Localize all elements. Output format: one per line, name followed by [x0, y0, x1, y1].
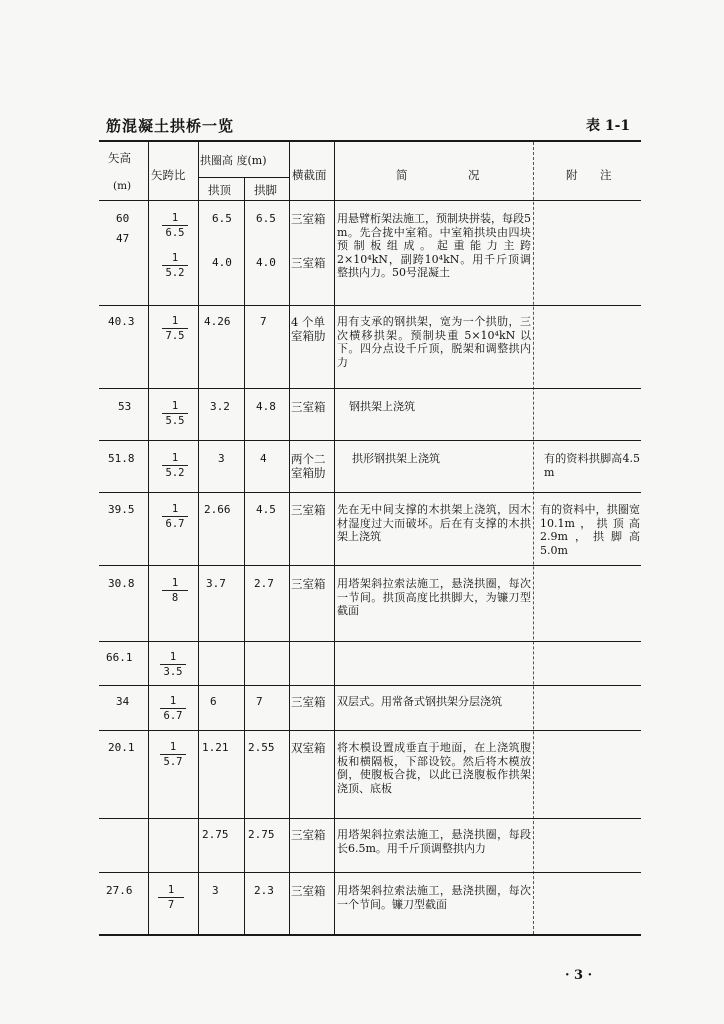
- col-divider-2: [198, 142, 199, 934]
- col-divider-1: [148, 142, 149, 934]
- springing-height: 2.3: [254, 884, 274, 897]
- crown-height: 4.26: [204, 315, 231, 328]
- section-type: 两个二室箱肋: [291, 452, 326, 480]
- table-bottom-border: [99, 934, 641, 936]
- ratio-denominator: 8: [171, 592, 179, 604]
- section-type: 三室箱: [291, 256, 326, 270]
- crown-height: 2.66: [204, 503, 231, 516]
- rise-value: 40.3: [108, 315, 135, 328]
- ratio-numerator: 1: [162, 577, 188, 591]
- span-ratio: [158, 884, 184, 911]
- col-header-summary-b: 况: [468, 168, 480, 182]
- span-ratio: [162, 452, 188, 479]
- section-type: 三室箱: [291, 828, 326, 842]
- springing-height: 2.55: [248, 741, 275, 754]
- crown-height: 3.2: [210, 400, 230, 413]
- span-ratio: [162, 400, 188, 427]
- row-divider: [99, 388, 641, 389]
- col-header-crown: 拱顶: [208, 183, 231, 197]
- span-ratio: [160, 695, 186, 722]
- col-header-section: 横截面: [292, 168, 327, 182]
- rise-value: 51.8: [108, 452, 135, 465]
- row-divider: [99, 305, 641, 306]
- springing-height: 2.75: [248, 828, 275, 841]
- ratio-numerator: 1: [162, 252, 188, 266]
- ratio-denominator: 6.5: [165, 227, 185, 239]
- construction-summary: 将木模设置成垂直于地面，在上浇筑腹板和横隔板，下部设铰。然后将木模放倒，使腹板合拢，以此已浇腹板作拱架浇顶、底板: [337, 741, 531, 795]
- rise-value: 66.1: [106, 651, 133, 664]
- ratio-denominator: 7: [167, 899, 175, 911]
- span-ratio: [162, 315, 188, 342]
- crown-height: 1.21: [202, 741, 229, 754]
- ratio-numerator: 1: [162, 315, 188, 329]
- table-number: 表 1-1: [586, 118, 631, 134]
- rise-value: 27.6: [106, 884, 133, 897]
- springing-height: 7: [260, 315, 267, 328]
- span-ratio: [160, 741, 186, 768]
- ratio-denominator: 7.5: [165, 330, 185, 342]
- col-header-remarks-a: 附: [566, 168, 578, 182]
- col-header-rise: 矢高: [108, 151, 131, 165]
- construction-summary: 用塔架斜拉索法施工，悬浇拱圈，每段长6.5m。用千斤顶调整拱内力: [337, 828, 531, 855]
- ratio-numerator: 1: [162, 212, 188, 226]
- row-divider: [99, 565, 641, 566]
- col-header-ratio: 矢跨比: [151, 168, 186, 182]
- section-type: 三室箱: [291, 503, 326, 517]
- span-ratio: [160, 651, 186, 678]
- crown-height: 2.75: [202, 828, 229, 841]
- construction-summary: 用有支承的钢拱架，宽为一个拱肋，三次横移拱架。预制块重 5×10⁴kN 以下。四分点设千斤顶，脱架和调整拱内力: [337, 315, 531, 369]
- section-type: 三室箱: [291, 695, 326, 709]
- ratio-numerator: 1: [162, 452, 188, 466]
- table-title: 筋混凝土拱桥一览: [106, 117, 235, 135]
- ratio-numerator: 1: [160, 695, 186, 709]
- rise-value: 53: [118, 400, 132, 413]
- construction-summary: 先在无中间支撑的木拱架上浇筑，因木材湿度过大而破坏。后在有支撑的木拱架上浇筑: [337, 503, 531, 543]
- span-ratio: [162, 252, 188, 279]
- springing-height: 2.7: [254, 577, 274, 590]
- crown-height: 3.7: [206, 577, 226, 590]
- construction-summary: 用塔架斜拉索法施工，悬浇拱圈，每次一个节间。镰刀型截面: [337, 884, 531, 911]
- rise-value: 39.5: [108, 503, 135, 516]
- crown-height: 3: [212, 884, 219, 897]
- springing-height: 4.5: [256, 503, 276, 516]
- ratio-denominator: 3.5: [163, 666, 183, 678]
- row-divider: [99, 872, 641, 873]
- construction-summary: 钢拱架上浇筑: [349, 400, 415, 413]
- section-type: 双室箱: [291, 741, 326, 755]
- springing-height: 7: [256, 695, 263, 708]
- ratio-numerator: 1: [162, 400, 188, 414]
- rise-value: 60: [116, 212, 130, 225]
- col-header-springing: 拱脚: [254, 183, 277, 197]
- section-type: 三室箱: [291, 884, 326, 898]
- ratio-numerator: 1: [160, 651, 186, 665]
- ratio-denominator: 6.7: [165, 518, 185, 530]
- span-ratio: [162, 212, 188, 239]
- ratio-numerator: 1: [162, 503, 188, 517]
- ratio-numerator: 1: [158, 884, 184, 898]
- section-type: 4 个单室箱肋: [291, 315, 326, 343]
- table-top-border: [99, 140, 641, 142]
- ratio-numerator: 1: [160, 741, 186, 755]
- rise-value: 20.1: [108, 741, 135, 754]
- ratio-denominator: 5.2: [165, 267, 185, 279]
- span-ratio: [162, 503, 188, 530]
- section-type: 三室箱: [291, 400, 326, 414]
- remark: 有的资料中，拱圈宽 10.1m，拱顶高 2.9m，拱脚高 5.0m: [540, 503, 640, 557]
- springing-height: 4: [260, 452, 267, 465]
- col-header-remarks-b: 注: [600, 168, 612, 182]
- col-header-summary-a: 简: [396, 168, 408, 182]
- crown-height: 6: [210, 695, 217, 708]
- construction-summary: 双层式。用常备式钢拱架分层浇筑: [337, 695, 502, 708]
- col-divider-4: [289, 142, 290, 934]
- springing-height: 4.0: [256, 256, 276, 269]
- remark: 有的资料拱脚高4.5 m: [544, 452, 640, 479]
- rise-value: 47: [116, 232, 130, 245]
- row-divider: [99, 730, 641, 731]
- crown-height: 4.0: [212, 256, 232, 269]
- row-divider: [99, 440, 641, 441]
- col-divider-5: [334, 142, 335, 934]
- crown-height: 3: [218, 452, 225, 465]
- ratio-denominator: 5.2: [165, 467, 185, 479]
- construction-summary: 拱形钢拱架上浇筑: [352, 452, 440, 465]
- ratio-denominator: 5.7: [163, 756, 183, 768]
- ratio-denominator: 6.7: [163, 710, 183, 722]
- col-divider-6: [533, 142, 534, 934]
- section-type: 三室箱: [291, 577, 326, 591]
- row-divider: [99, 641, 641, 642]
- crown-height: 6.5: [212, 212, 232, 225]
- row-divider: [99, 818, 641, 819]
- span-ratio: [162, 577, 188, 604]
- col-header-rise-unit: (m): [113, 180, 132, 192]
- row-divider: [99, 685, 641, 686]
- rise-value: 34: [116, 695, 130, 708]
- rise-value: 30.8: [108, 577, 135, 590]
- springing-height: 6.5: [256, 212, 276, 225]
- page-number: · 3 ·: [565, 968, 593, 983]
- col-divider-3: [244, 178, 245, 934]
- construction-summary: 用塔架斜拉索法施工，悬浇拱圈，每次一节间。拱顶高度比拱脚大，为镰刀型截面: [337, 577, 531, 617]
- table-header-divider: [99, 200, 641, 201]
- construction-summary: 用悬臂桁架法施工，预制块拼装，每段5 m。先合拢中室箱。中室箱拱块由四块预制板组成。起重能力主跨 2×10⁴kN，副跨10⁴kN。用千斤顶调整拱内力。50号混凝土: [337, 212, 531, 279]
- section-type: 三室箱: [291, 212, 326, 226]
- row-divider: [99, 492, 641, 493]
- ratio-denominator: 5.5: [165, 415, 185, 427]
- springing-height: 4.8: [256, 400, 276, 413]
- col-header-arch-height: 拱圈高 度(m): [200, 154, 267, 167]
